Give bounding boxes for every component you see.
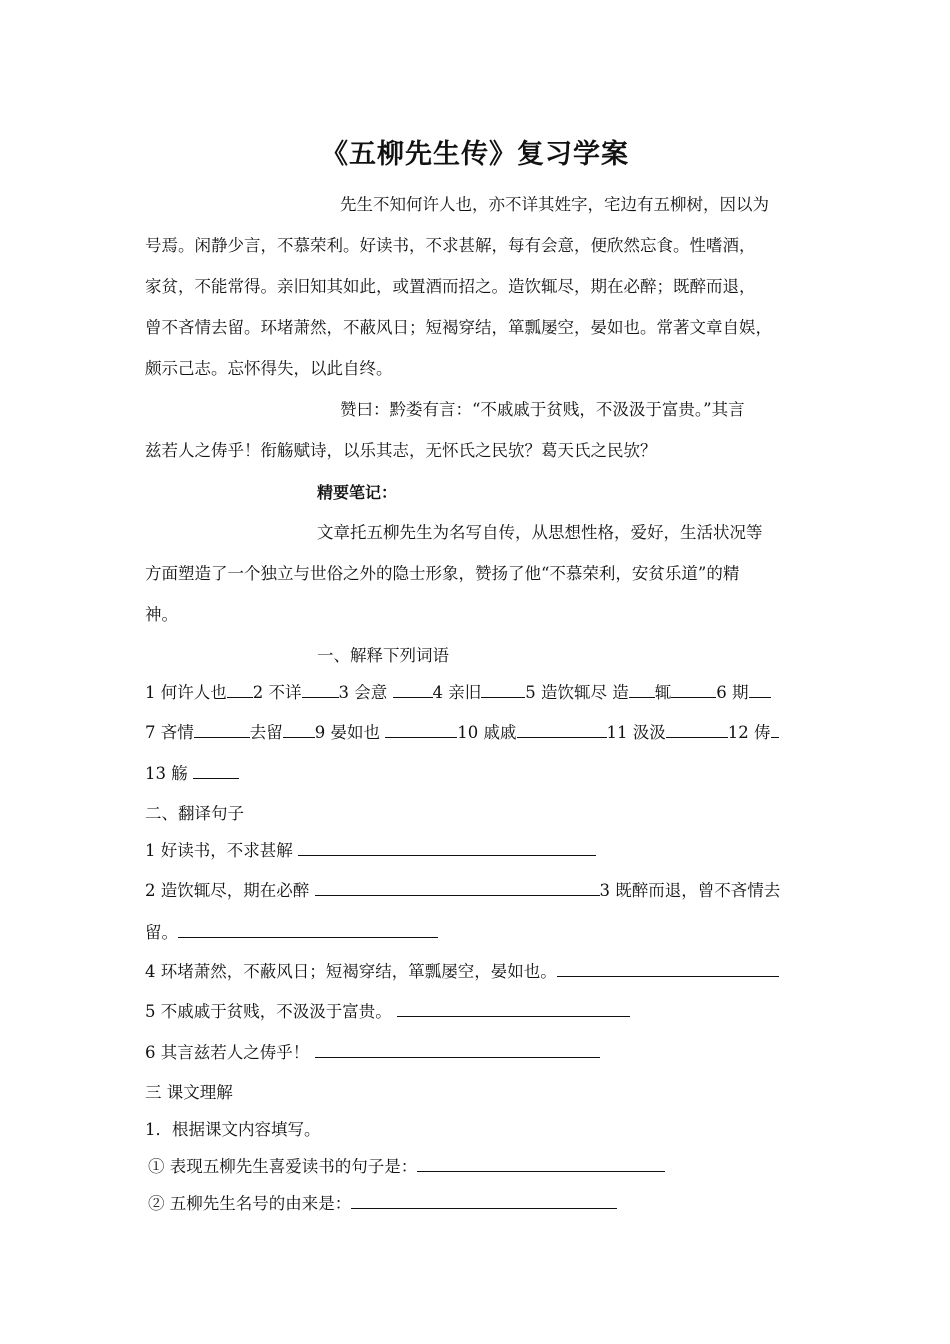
answer-blank[interactable] <box>283 721 315 738</box>
translate-item: 5 不戚戚于贫贱，不汲汲于富贵。 <box>145 1000 630 1024</box>
answer-blank[interactable] <box>629 681 655 698</box>
answer-blank[interactable] <box>298 839 596 856</box>
translate-item: 6 其言兹若人之俦乎！ <box>145 1041 600 1065</box>
answer-blank[interactable] <box>351 1192 617 1209</box>
answer-blank[interactable] <box>302 681 339 698</box>
answer-blank[interactable] <box>193 762 239 779</box>
vocab-row: 13 觞 <box>145 762 239 786</box>
section-heading: 三 课文理解 <box>145 1083 233 1102</box>
passage-line: 兹若人之俦乎！衔觞赋诗，以乐其志，无怀氏之民欤？葛天氏之民欤？ <box>145 441 657 460</box>
vocab-row: 7 吝情 去留 9 晏如也 10 戚戚 11 汲汲 12 俦 <box>145 721 779 745</box>
answer-blank[interactable] <box>749 681 771 698</box>
page-title: 《五柳先生传》复习学案 <box>321 139 629 170</box>
translate-item: 2 造饮辄尽，期在必醉 3 既醉而退，曾不吝情去 <box>145 881 781 900</box>
notes-line: 文章托五柳先生为名写自传，从思想性格，爱好，生活状况等 <box>317 523 763 542</box>
question-item: ① 表现五柳先生喜爱读书的句子是： <box>148 1155 665 1179</box>
notes-heading: 精要笔记： <box>317 483 398 502</box>
passage-line: 号焉。闲静少言，不慕荣利。好读书，不求甚解，每有会意，便欣然忘食。性嗜酒， <box>145 236 756 255</box>
translate-item: 留。 <box>145 921 438 945</box>
answer-blank[interactable] <box>417 1155 665 1172</box>
question-line: 1．根据课文内容填写。 <box>145 1120 321 1139</box>
vocab-row: 1 何许人也 2 不详 3 会意 4 亲旧 5 造饮辄尽 造 辄 6 期 <box>145 681 771 705</box>
translate-item: 4 环堵萧然，不蔽风日；短褐穿结，箪瓢屡空，晏如也。 <box>145 960 779 984</box>
answer-blank[interactable] <box>393 681 433 698</box>
notes-line: 神。 <box>145 605 178 624</box>
passage-line: 家贫，不能常得。亲旧知其如此，或置酒而招之。造饮辄尽，期在必醉；既醉而退， <box>145 277 756 296</box>
answer-blank[interactable] <box>178 921 438 938</box>
section-heading: 一、解释下列词语 <box>317 646 449 665</box>
answer-blank[interactable] <box>557 960 779 977</box>
answer-blank[interactable] <box>666 721 728 738</box>
answer-blank[interactable] <box>671 681 716 698</box>
question-item: ② 五柳先生名号的由来是： <box>148 1192 617 1216</box>
answer-blank[interactable] <box>517 721 607 738</box>
notes-line: 方面塑造了一个独立与世俗之外的隐士形象，赞扬了他“不慕荣利，安贫乐道”的精 <box>145 564 740 583</box>
answer-blank[interactable] <box>227 681 253 698</box>
answer-blank[interactable] <box>315 879 600 896</box>
passage-line: 曾不吝情去留。环堵萧然，不蔽风日；短褐穿结，箪瓢屡空，晏如也。常著文章自娱， <box>145 318 772 337</box>
section-heading: 二、翻译句子 <box>145 804 244 823</box>
answer-blank[interactable] <box>397 1000 630 1017</box>
passage-line: 赞曰：黔娄有言：“不戚戚于贫贱，不汲汲于富贵。”其言 <box>340 400 745 419</box>
answer-blank[interactable] <box>315 1041 600 1058</box>
answer-blank[interactable] <box>481 681 525 698</box>
answer-blank[interactable] <box>771 721 779 738</box>
passage-line: 先生不知何许人也，亦不详其姓字，宅边有五柳树，因以为 <box>340 195 769 214</box>
answer-blank[interactable] <box>385 721 457 738</box>
translate-item: 1 好读书，不求甚解 <box>145 839 596 863</box>
passage-line: 颇示己志。忘怀得失，以此自终。 <box>145 359 393 378</box>
answer-blank[interactable] <box>194 721 250 738</box>
